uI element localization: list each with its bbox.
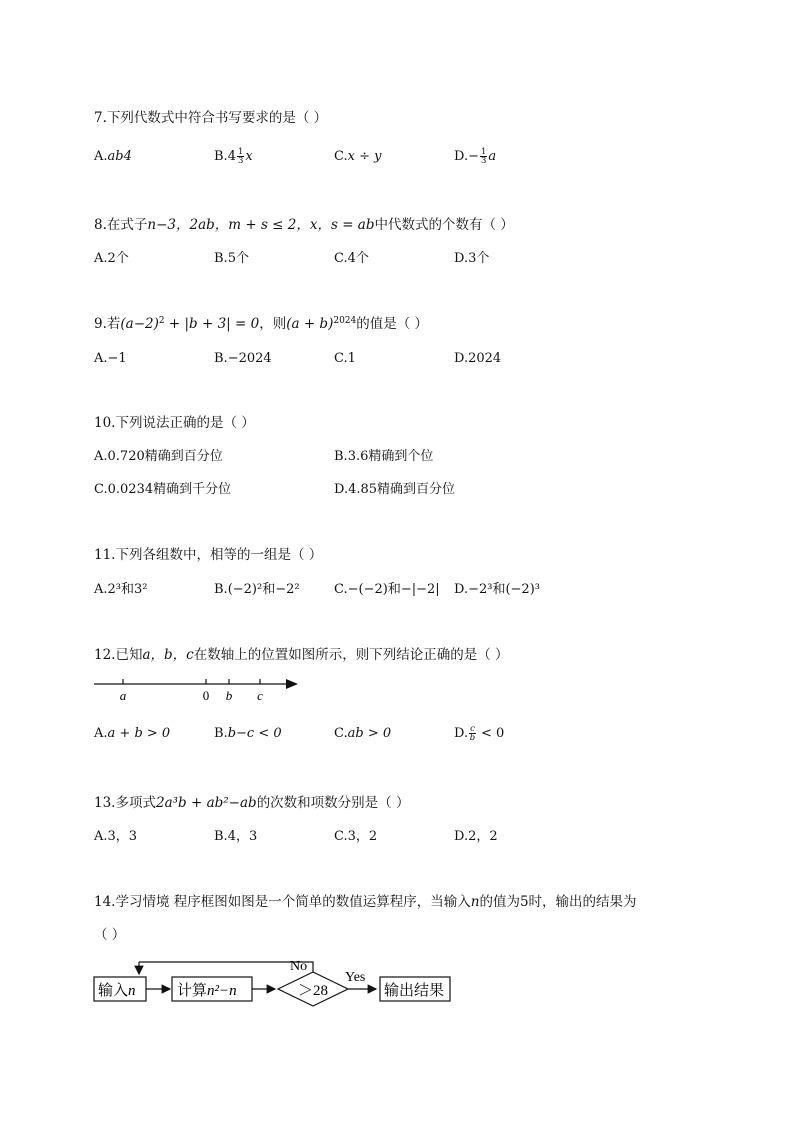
mixed-fraction: $\frac{1}{3}$ <box>237 147 244 166</box>
q9-option-c[interactable]: C.1 <box>334 351 356 366</box>
q10-option-a[interactable]: A.0.720精确到百分位 <box>94 449 223 464</box>
q10-option-c[interactable]: C.0.0234精确到千分位 <box>94 482 232 497</box>
flowchart-figure <box>90 955 460 1017</box>
compute-label: 计算n²−n <box>177 983 237 999</box>
q8-option-a[interactable]: A.2个 <box>94 251 129 266</box>
question-14-stem: 14.学习情境 程序框图如图是一个简单的数值运算程序，当输入n的值为5时，输出的结果为 <box>94 894 637 910</box>
q9-option-d[interactable]: D.2024 <box>454 351 502 366</box>
q10-option-d[interactable]: D.4.85精确到百分位 <box>334 482 456 497</box>
q9-option-a[interactable]: A.−1 <box>94 351 127 366</box>
q11-option-b[interactable]: B.(−2)²和−2² <box>214 582 300 597</box>
no-label: No <box>290 959 308 974</box>
question-7-stem: 7.下列代数式中符合书写要求的是（ ） <box>94 110 328 126</box>
question-12-stem: 12.已知a，b，c在数轴上的位置如图所示，则下列结论正确的是（ ） <box>94 647 509 663</box>
question-10-stem: 10.下列说法正确的是（ ） <box>94 415 255 431</box>
q12-option-a[interactable]: A.a + b > 0 <box>94 726 171 741</box>
q11-option-a[interactable]: A.2³和3² <box>94 582 148 597</box>
output-label: 输出结果 <box>384 983 445 999</box>
q12-option-b[interactable]: B.b−c < 0 <box>214 726 282 741</box>
input-label: 输入n <box>98 983 136 999</box>
q9-option-b[interactable]: B.−2024 <box>214 351 272 366</box>
label-c: c <box>257 688 263 703</box>
q8-option-b[interactable]: B.5个 <box>214 251 249 266</box>
yes-label: Yes <box>345 970 366 985</box>
loop-back-line <box>139 962 313 972</box>
q7-option-c[interactable]: C.x ÷ y <box>334 149 382 164</box>
question-8-stem: 8.在式子n−3，2ab，m + s ≤ 2，x，s = ab中代数式的个数有（ ） <box>94 217 514 233</box>
q11-option-c[interactable]: C.−(−2)和−|−2| <box>334 582 440 597</box>
axis-arrow <box>286 679 298 689</box>
question-11-stem: 11.下列各组数中，相等的一组是（ ） <box>94 547 323 563</box>
q13-option-c[interactable]: C.3，2 <box>334 829 378 844</box>
number-line-figure <box>90 672 305 706</box>
q7-option-b[interactable]: B.4 $\frac{1}{3}$ x <box>214 147 253 166</box>
q10-option-b[interactable]: B.3.6精确到个位 <box>334 449 434 464</box>
q7-option-d[interactable]: D.− $\frac{1}{3}$ a <box>454 147 497 166</box>
q13-option-a[interactable]: A.3，3 <box>94 829 138 844</box>
q7-option-a[interactable]: A.ab4 <box>94 149 132 164</box>
q13-option-d[interactable]: D.2，2 <box>454 829 498 844</box>
q13-option-b[interactable]: B.4，3 <box>214 829 258 844</box>
q12-option-d[interactable]: D. $\frac{c}{b}$ < 0 <box>454 724 505 743</box>
q8-option-c[interactable]: C.4个 <box>334 251 369 266</box>
q12-option-c[interactable]: C.ab > 0 <box>334 726 392 741</box>
q11-option-d[interactable]: D.−2³和(−2)³ <box>454 582 540 597</box>
decision-condition: ＞28 <box>297 983 329 999</box>
label-b: b <box>225 688 233 703</box>
question-13-stem: 13.多项式2a³b + ab²−ab的次数和项数分别是（ ） <box>94 795 410 811</box>
label-a: a <box>119 688 127 703</box>
q8-option-d[interactable]: D.3个 <box>454 251 490 266</box>
fraction: $\frac{c}{b}$ <box>469 724 476 743</box>
fraction: $\frac{1}{3}$ <box>481 147 487 166</box>
question-14-answer-bracket: （ ） <box>94 927 126 943</box>
question-9-stem: 9.若$(a-2)^2 + |b + 3| = 0$，则$(a + b)^{2024}$的值是（ ） <box>94 316 429 332</box>
label-zero: 0 <box>202 688 210 703</box>
